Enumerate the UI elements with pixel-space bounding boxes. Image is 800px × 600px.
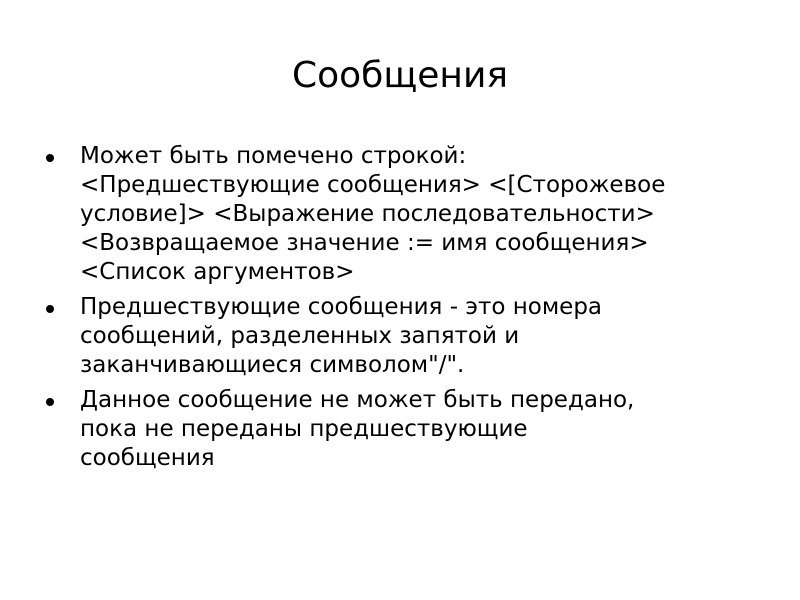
bullet-item (40, 386, 760, 473)
bullet-list (40, 142, 760, 479)
bullet-text: Данное сообщение не может быть передано, пока не переданы предшествующие сообщения (80, 387, 635, 471)
bullet-dot-icon (46, 154, 54, 162)
bullet-dot-icon (46, 305, 54, 313)
bullet-item (40, 142, 760, 287)
bullet-dot-icon (46, 398, 54, 406)
bullet-item (40, 293, 760, 380)
slide-title: Сообщения (291, 55, 509, 96)
bullet-text: Предшествующие сообщения - это номера сообщений, разделенных запятой и заканчивающиеся символом"/". (80, 294, 603, 378)
bullet-text: Может быть помечено строкой: <Предшествующие сообщения> <[Сторожевое условие]> <Выражение последовательности> <Возвращаемое значение := имя сообщения> <Список аргументов> (80, 143, 666, 285)
